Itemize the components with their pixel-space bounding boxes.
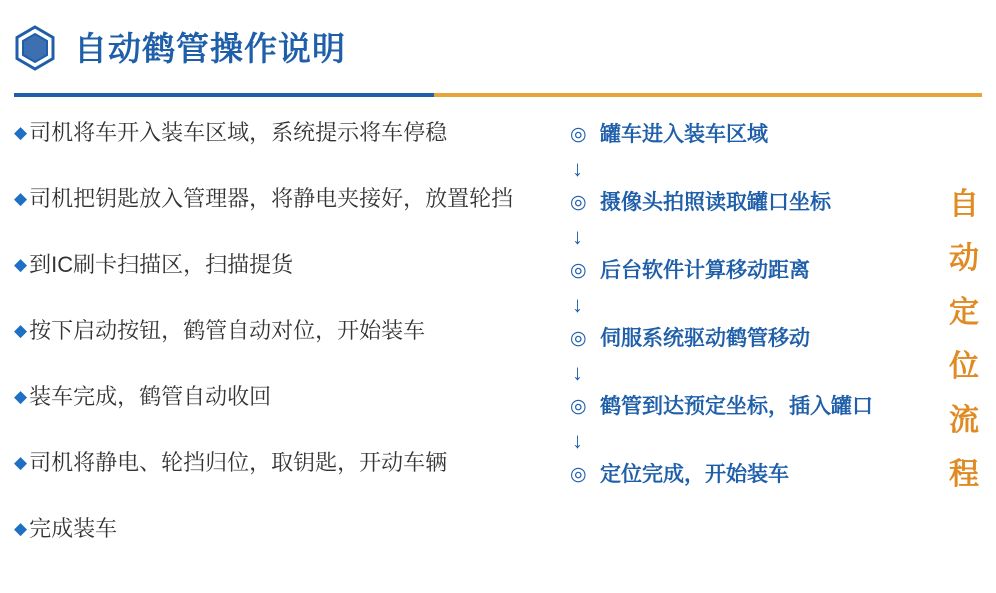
down-arrow-icon: ↓ bbox=[572, 360, 583, 385]
list-item-label: 到IC刷卡扫描区，扫描提货 bbox=[29, 252, 294, 277]
flow-step bbox=[570, 256, 950, 286]
list-item-label: 司机将车开入装车区域，系统提示将车停稳 bbox=[29, 120, 448, 145]
flow-step bbox=[570, 188, 950, 218]
flow-step-label: 定位完成，开始装车 bbox=[600, 463, 789, 486]
list-item-label: 司机将静电、轮挡归位，取钥匙，开动车辆 bbox=[29, 450, 448, 475]
vertical-caption-char: 自 bbox=[949, 188, 979, 221]
header-divider bbox=[14, 93, 982, 97]
target-circle-icon: ◎ bbox=[570, 464, 587, 485]
flow-step-label: 鹤管到达预定坐标，插入罐口 bbox=[600, 395, 873, 418]
flow-connector bbox=[570, 286, 950, 324]
flow-step bbox=[570, 392, 950, 422]
diamond-bullet-icon: ◆ bbox=[14, 519, 28, 538]
down-arrow-icon: ↓ bbox=[572, 156, 583, 181]
page-title: 自动鹤管操作说明 bbox=[74, 29, 346, 67]
target-circle-icon: ◎ bbox=[570, 328, 587, 349]
divider-blue-segment bbox=[14, 93, 434, 97]
list-item bbox=[14, 184, 554, 250]
diamond-bullet-icon: ◆ bbox=[14, 189, 28, 208]
flow-step-label: 后台软件计算移动距离 bbox=[600, 259, 810, 282]
down-arrow-icon: ↓ bbox=[572, 292, 583, 317]
vertical-caption-char: 动 bbox=[949, 242, 979, 275]
flow-step bbox=[570, 324, 950, 354]
list-item bbox=[14, 448, 554, 514]
list-item-label: 按下启动按钮，鹤管自动对位，开始装车 bbox=[29, 318, 426, 343]
list-item bbox=[14, 250, 554, 316]
automation-flow-diagram bbox=[570, 120, 950, 490]
target-circle-icon: ◎ bbox=[570, 124, 587, 145]
list-item bbox=[14, 514, 554, 580]
flow-step-label: 摄像头拍照读取罐口坐标 bbox=[600, 191, 831, 214]
down-arrow-icon: ↓ bbox=[572, 224, 583, 249]
list-item bbox=[14, 316, 554, 382]
vertical-caption-char: 位 bbox=[949, 350, 979, 383]
vertical-caption bbox=[944, 178, 984, 502]
divider-orange-segment bbox=[434, 93, 982, 97]
flow-step-label: 罐车进入装车区域 bbox=[600, 123, 768, 146]
hexagon-icon bbox=[12, 25, 58, 71]
list-item-label: 完成装车 bbox=[29, 516, 118, 541]
vertical-caption-char: 流 bbox=[949, 404, 979, 437]
operation-steps-list bbox=[14, 118, 554, 580]
vertical-caption-char: 定 bbox=[949, 296, 979, 329]
target-circle-icon: ◎ bbox=[570, 192, 587, 213]
flow-step bbox=[570, 120, 950, 150]
flow-connector bbox=[570, 150, 950, 188]
list-item-label: 司机把钥匙放入管理器，将静电夹接好，放置轮挡 bbox=[29, 186, 514, 211]
list-item bbox=[14, 118, 554, 184]
target-circle-icon: ◎ bbox=[570, 396, 587, 417]
list-item-label: 装车完成，鹤管自动收回 bbox=[29, 384, 272, 409]
diamond-bullet-icon: ◆ bbox=[14, 453, 28, 472]
slide-header bbox=[0, 12, 996, 84]
diamond-bullet-icon: ◆ bbox=[14, 123, 28, 142]
flow-step bbox=[570, 460, 950, 490]
down-arrow-icon: ↓ bbox=[572, 428, 583, 453]
diamond-bullet-icon: ◆ bbox=[14, 387, 28, 406]
target-circle-icon: ◎ bbox=[570, 260, 587, 281]
diamond-bullet-icon: ◆ bbox=[14, 255, 28, 274]
list-item bbox=[14, 382, 554, 448]
vertical-caption-char: 程 bbox=[949, 458, 979, 491]
flow-connector bbox=[570, 218, 950, 256]
flow-connector bbox=[570, 422, 950, 460]
flow-step-label: 伺服系统驱动鹤管移动 bbox=[600, 327, 810, 350]
flow-connector bbox=[570, 354, 950, 392]
diamond-bullet-icon: ◆ bbox=[14, 321, 28, 340]
